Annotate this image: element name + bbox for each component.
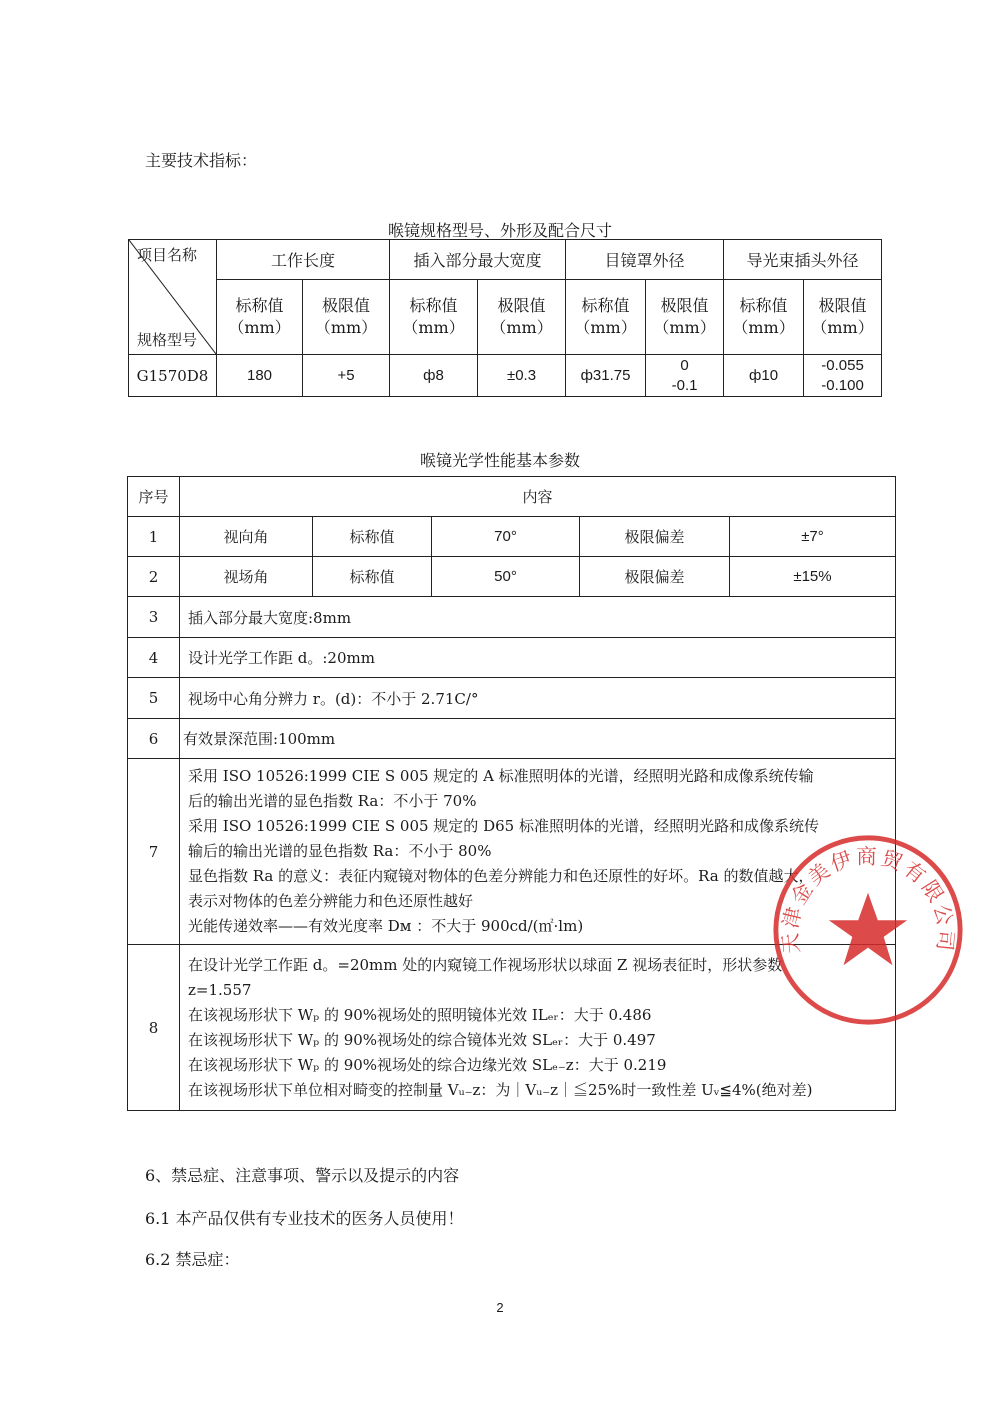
section6-item2: 6.2 禁忌症： xyxy=(145,1250,240,1269)
subheader-cell: 极限值 （mm） xyxy=(804,280,882,355)
page-number: 2 xyxy=(496,1300,504,1315)
subheader-cell: 标称值 （mm） xyxy=(390,280,478,355)
header-item-name: 项目名称 xyxy=(137,246,198,264)
value-cell: 0 -0.1 xyxy=(646,355,724,397)
subheader-cell: 极限值 （mm） xyxy=(303,280,390,355)
section6-item1: 6.1 本产品仅供有专业技术的医务人员使用！ xyxy=(145,1209,464,1228)
subheader-cell: 标称值 （mm） xyxy=(217,280,303,355)
main-specs-heading: 主要技术指标： xyxy=(145,151,258,170)
value-cell: ф8 xyxy=(390,355,478,397)
header-content: 内容 xyxy=(180,477,896,517)
table-row: 5 视场中心角分辨力 r。(d)：不小于 2.71C/° xyxy=(128,678,896,719)
value-cell: -0.055 -0.100 xyxy=(804,355,882,397)
table2-caption: 喉镜光学性能基本参数 xyxy=(419,451,580,470)
value-cell: 180 xyxy=(217,355,303,397)
diagonal-header-cell xyxy=(129,240,217,355)
company-seal-icon xyxy=(770,832,966,1028)
header-model: 规格型号 xyxy=(137,331,198,349)
color-rendering-text: 采用 ISO 10526:1999 CIE S 005 规定的 A 标准照明体的光谱，经照明光路和成像系统传输 后的输出光谱的显色指数 Ra：不小于 70% 采用 ISO 10526:1999 CIE S 005 规定的 D65 标准照明体的光谱，经照明光路和成像系统传 输后的输出光谱的显色指数 Ra：不小于 80% 显色指数 Ra 的意义：表征内窥镜对物体的色差分辨能力和色还原性的好坏。Ra 的数值越大， 表示对物体的色差分辨能力和色还原性越好 光能传递效率——有效光度率 Dᴍ ：不大于 900cd/(㎡·lm) xyxy=(180,759,896,945)
model-cell: G1570D8 xyxy=(129,355,217,397)
subheader-cell: 极限值 （mm） xyxy=(478,280,566,355)
table-row: 4 设计光学工作距 d。:20mm xyxy=(128,638,896,678)
table-row: 8 在设计光学工作距 d。=20mm 处的内窥镜工作视场形状以球面 Z 视场表征时，形状参数 z=1.557 在该视场形状下 Wₚ 的 90%视场处的照明镜体光效 ILₑᵣ：大于 0.486 在该视场形状下 Wₚ 的 90%视场处的综合镜体光效 SLₑᵣ：大于 0.497 在该视场形状下 Wₚ 的 90%视场处的综合边缘光效 SLₑ₋z：大于 0.219 在该视场形状下单位相对畸变的控制量 Vᵤ₋z：为｜Vᵤ₋z｜≦25%时一致性差 Uᵥ≦4%(绝对差) xyxy=(128,945,896,1111)
group-lightguide-diameter: 导光束插头外径 xyxy=(724,240,882,280)
value-cell: ±0.3 xyxy=(478,355,566,397)
group-eyepiece-diameter: 目镜罩外径 xyxy=(566,240,724,280)
header-seq: 序号 xyxy=(128,477,180,517)
field-shape-text: 在设计光学工作距 d。=20mm 处的内窥镜工作视场形状以球面 Z 视场表征时，形状参数 z=1.557 在该视场形状下 Wₚ 的 90%视场处的照明镜体光效 ILₑᵣ：大于 0.486 在该视场形状下 Wₚ 的 90%视场处的综合镜体光效 SLₑᵣ：大于 0.497 在该视场形状下 Wₚ 的 90%视场处的综合边缘光效 SLₑ₋z：大于 0.219 在该视场形状下单位相对畸变的控制量 Vᵤ₋z：为｜Vᵤ₋z｜≦25%时一致性差 Uᵥ≦4%(绝对差) xyxy=(180,945,896,1111)
group-insert-width: 插入部分最大宽度 xyxy=(390,240,566,280)
group-working-length: 工作长度 xyxy=(217,240,390,280)
table-row: 7 采用 ISO 10526:1999 CIE S 005 规定的 A 标准照明体的光谱，经照明光路和成像系统传输 后的输出光谱的显色指数 Ra：不小于 70% 采用 ISO 10526:1999 CIE S 005 规定的 D65 标准照明体的光谱，经照明光路和成像系统传 输后的输出光谱的显色指数 Ra：不小于 80% 显色指数 Ra 的意义：表征内窥镜对物体的色差分辨能力和色还原性的好坏。Ra 的数值越大， 表示对物体的色差分辨能力和色还原性越好 光能传递效率——有效光度率 Dᴍ ：不大于 900cd/(㎡·lm) xyxy=(128,759,896,945)
subheader-cell: 标称值 （mm） xyxy=(724,280,804,355)
value-cell: ф31.75 xyxy=(566,355,646,397)
value-cell: +5 xyxy=(303,355,390,397)
table-row: 2 视场角 标称值 50° 极限偏差 ±15% xyxy=(128,557,896,597)
subheader-cell: 标称值 （mm） xyxy=(566,280,646,355)
svg-text:天津金美伊商贸有限公司: 天津金美伊商贸有限公司 xyxy=(777,844,959,955)
section6-title: 6、禁忌症、注意事项、警示以及提示的内容 xyxy=(145,1166,460,1185)
table-row: 3 插入部分最大宽度:8mm xyxy=(128,597,896,638)
table1-caption: 喉镜规格型号、外形及配合尺寸 xyxy=(387,221,612,240)
dimensions-table xyxy=(128,239,882,397)
table-row: 1 视向角 标称值 70° 极限偏差 ±7° xyxy=(128,517,896,557)
value-cell: ф10 xyxy=(724,355,804,397)
table-row: 6 有效景深范围:100mm xyxy=(128,719,896,759)
subheader-cell: 极限值 （mm） xyxy=(646,280,724,355)
